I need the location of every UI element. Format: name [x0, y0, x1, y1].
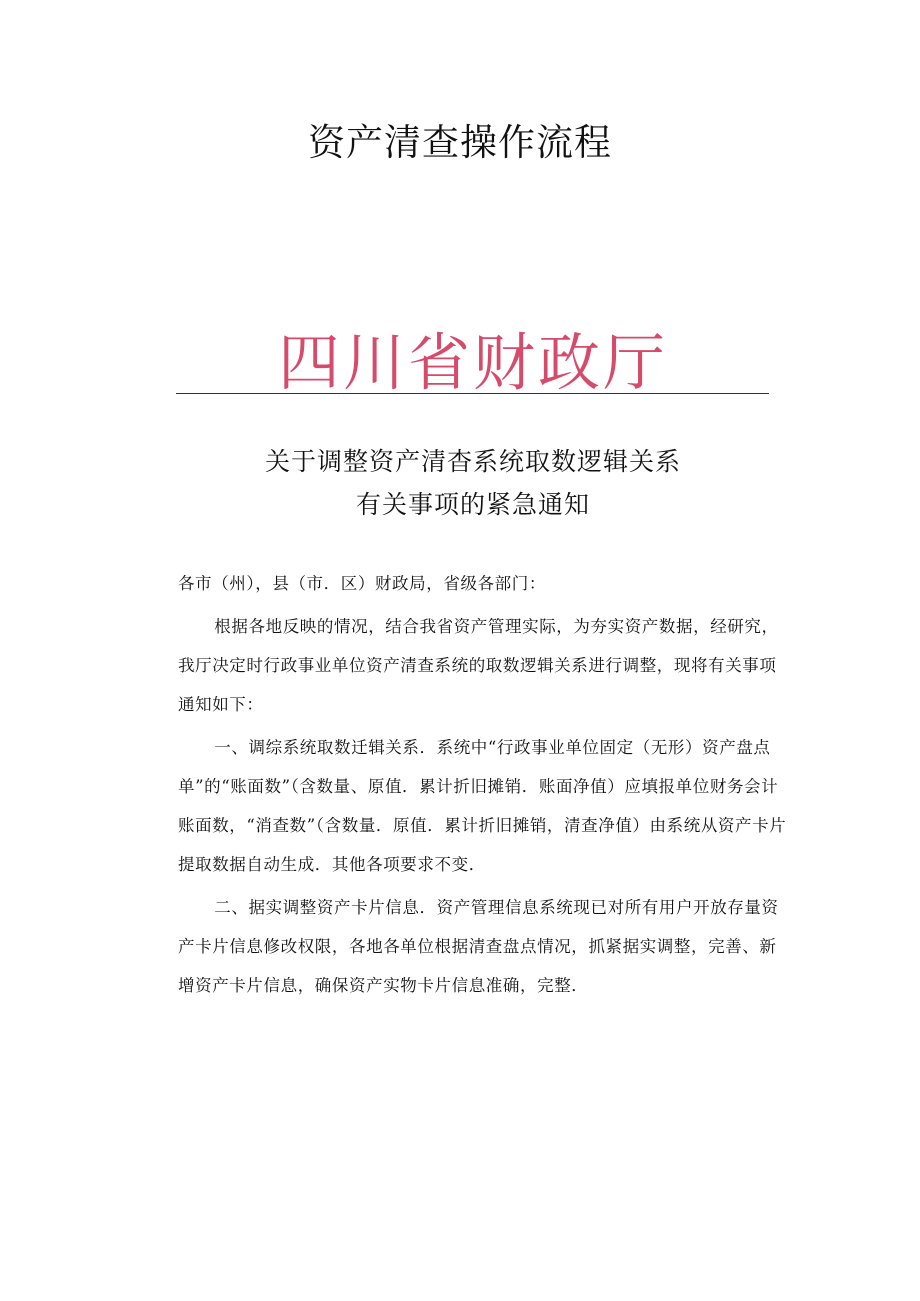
- letterhead-divider: [176, 393, 769, 394]
- body-paragraph-item-2: 二、据实调整资产卡片信息．资产管理信息系统现已对所有用户开放存量资产卡片信息修改权限，各地各单位根据清查盘点情况，抓紧据实调整，完善、新增资产卡片信息，确保资产实物卡片信息准确，完整．: [178, 898, 779, 995]
- document-title: 资产清查操作流程: [308, 121, 612, 164]
- issuer-letterhead: 四川省财政厅: [277, 326, 668, 399]
- notice-body: [178, 564, 788, 1005]
- salutation: 各市（州），县（市．区）财政局，省级各部门：: [178, 574, 546, 593]
- body-paragraph-item-1: 一、调综系统取数迁辑关系．系统中“行政事业单位固定（无形）资产盘点单”的“账面数”（含数量、原值．累计折旧摊销．账面净值）应填报单位财务会计账面数，“消查数”（含数量．原值．累计折旧摊销，清查净值）由系统从资产卡片提取数据自动生成．其他各项要求不变．: [178, 738, 787, 874]
- notice-title: [0, 440, 920, 526]
- notice-title-line-2: 有关事项的紧急通知: [355, 490, 590, 519]
- body-paragraph-intro: 根据各地反映的情况，结合我省资产管理实际，为夯实资产数据，经研究，我厅决定时行政事业单位资产清查系统的取数逻辑关系进行调整，现将有关事项通知如下：: [178, 617, 779, 714]
- notice-title-line-1: 关于调整资产清杳系统取数逻辑关系: [264, 447, 681, 476]
